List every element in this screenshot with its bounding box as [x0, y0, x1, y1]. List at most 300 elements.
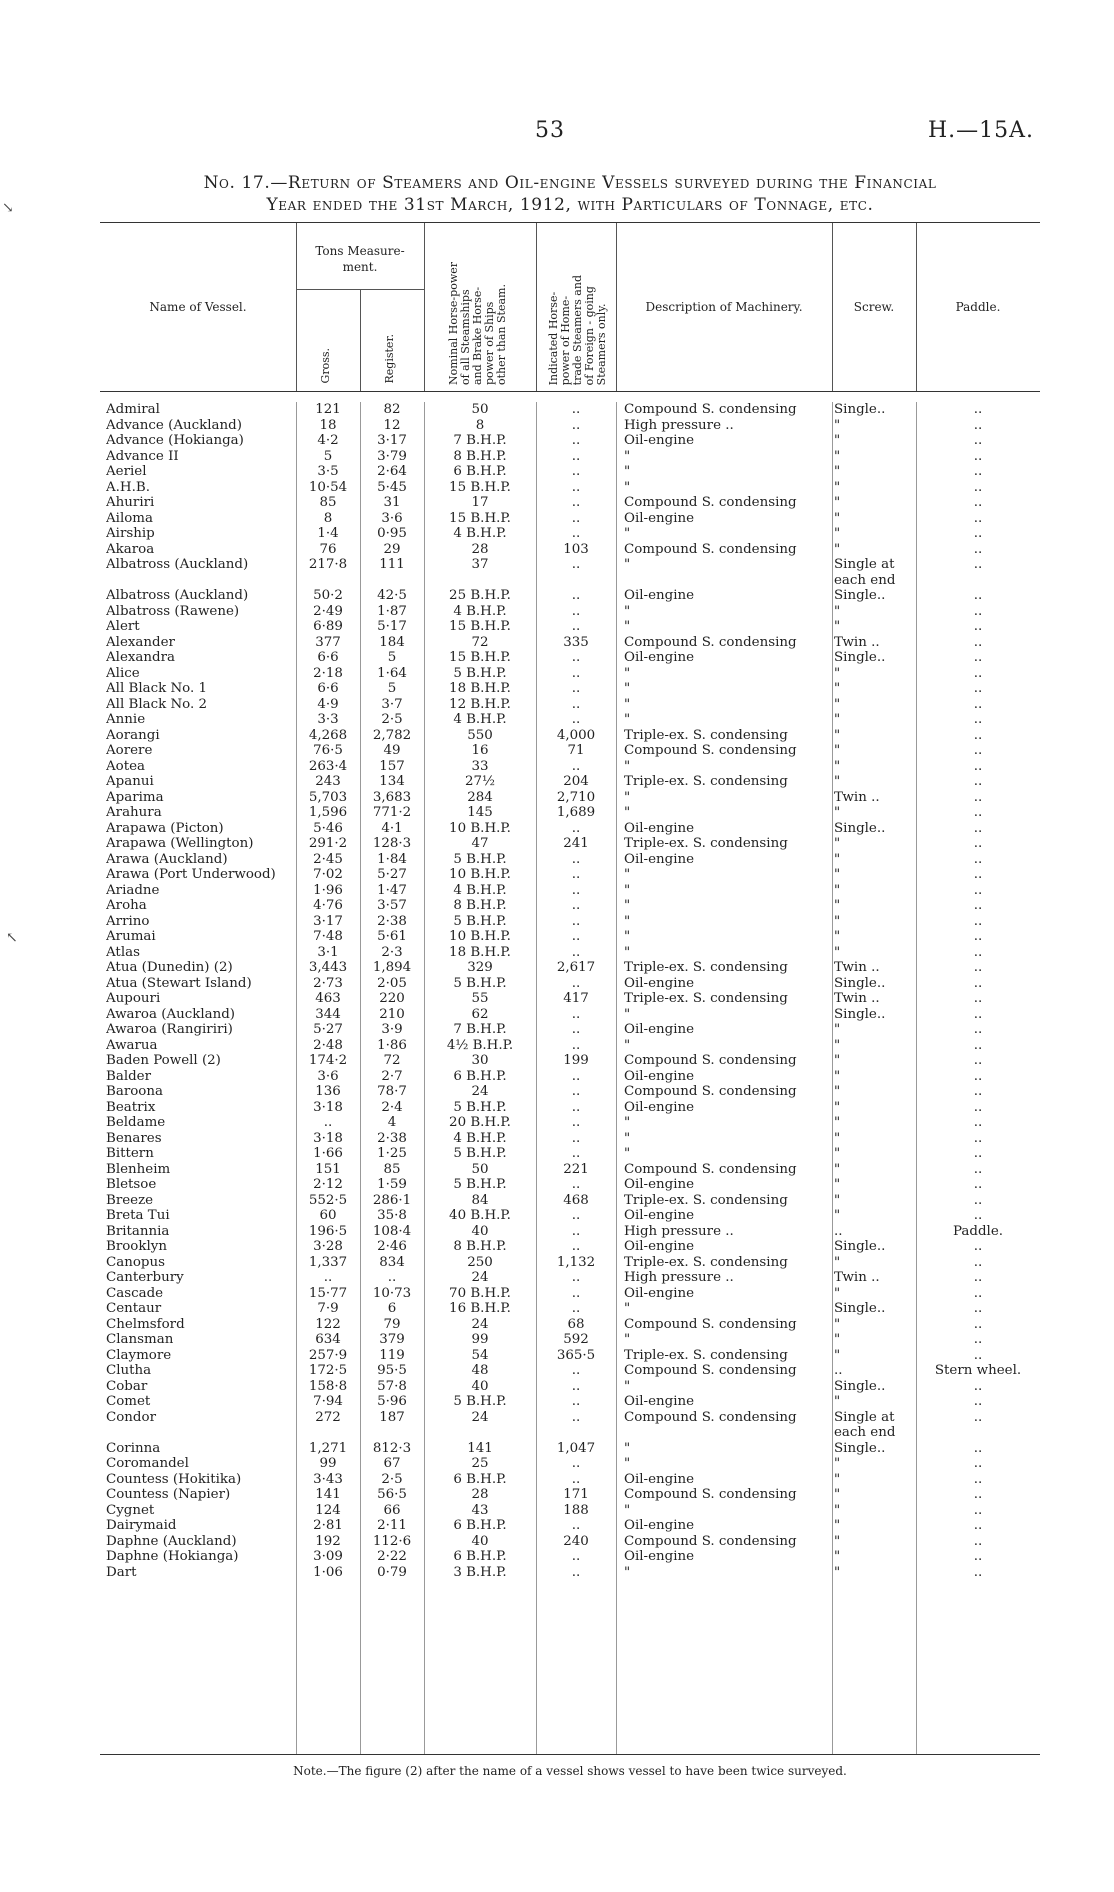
- paddle-type: ..: [973, 1053, 983, 1068]
- machinery-description: ": [624, 603, 631, 619]
- indicated-horse-power: 1,047: [556, 1440, 596, 1456]
- screw-type: ": [834, 1502, 841, 1518]
- register-tons: 5·96: [377, 1394, 407, 1409]
- nominal-horse-power: 10 B.H.P.: [449, 867, 511, 882]
- gross-tons: 3·3: [317, 712, 339, 727]
- paddle-type: ..: [973, 774, 983, 789]
- indicated-horse-power: ..: [571, 944, 581, 960]
- vessel-name: Cobar: [106, 1378, 148, 1394]
- nominal-horse-power: 5 B.H.P.: [453, 975, 507, 991]
- screw-type: Twin ..: [834, 789, 880, 805]
- vessel-name: Claymore: [106, 1347, 172, 1363]
- table-row: [100, 976, 1040, 992]
- nominal-horse-power: 27½: [464, 774, 496, 789]
- machinery-description: Oil-engine: [624, 1285, 695, 1301]
- paddle-type: ..: [973, 882, 983, 898]
- table-row: [100, 402, 1040, 418]
- screw-type: ": [834, 1347, 841, 1363]
- nominal-horse-power: 28: [471, 1487, 489, 1502]
- vessel-name: Arrino: [106, 913, 150, 929]
- register-tons: 49: [383, 743, 401, 758]
- gross-tons: 4·76: [313, 898, 343, 913]
- header-nominal-hp-text: Nominal Horse-power of all Steamships and Brake Horse- power of Ships other than Steam.: [447, 261, 508, 385]
- table-row: [100, 681, 1040, 697]
- register-tons: 31: [383, 495, 401, 510]
- vessel-name: Arumai: [106, 929, 156, 944]
- machinery-description: ": [624, 882, 631, 898]
- table-row: [100, 1177, 1040, 1193]
- table-row: [100, 635, 1040, 651]
- nominal-horse-power: 40 B.H.P.: [449, 1208, 511, 1223]
- indicated-horse-power: ..: [571, 588, 581, 603]
- screw-type: ": [834, 1332, 841, 1347]
- machinery-description: Compound S. condensing: [624, 1161, 797, 1177]
- nominal-horse-power: 4 B.H.P.: [453, 1130, 507, 1146]
- table-row: [100, 1549, 1040, 1565]
- indicated-horse-power: ..: [571, 433, 581, 448]
- screw-type: ": [834, 898, 841, 913]
- nominal-horse-power: 6 B.H.P.: [453, 1549, 507, 1564]
- table-row: [100, 836, 1040, 852]
- vessel-name: Awaroa (Auckland): [106, 1006, 236, 1022]
- gross-tons: 7·48: [313, 929, 343, 944]
- machinery-description: Compound S. condensing: [624, 1487, 797, 1502]
- register-tons: 2·38: [377, 1130, 407, 1146]
- paddle-type: ..: [973, 1564, 983, 1580]
- gross-tons: 5,703: [308, 789, 348, 805]
- vessel-name: Airship: [106, 526, 155, 541]
- gross-tons: 192: [315, 1533, 341, 1549]
- gross-tons: 634: [315, 1332, 341, 1347]
- gross-tons: 6·6: [317, 681, 339, 696]
- table-row: [100, 1286, 1040, 1302]
- nominal-horse-power: 28: [471, 541, 489, 557]
- paddle-type: ..: [973, 464, 983, 479]
- register-tons: 1·59: [377, 1177, 407, 1192]
- nominal-horse-power: 62: [471, 1006, 489, 1022]
- screw-type: Single..: [834, 1239, 886, 1254]
- indicated-horse-power: ..: [571, 495, 581, 510]
- gross-tons: 217·8: [308, 557, 348, 572]
- screw-type: ": [834, 851, 841, 867]
- gross-tons: 3·18: [313, 1130, 343, 1146]
- gross-tons: 3·17: [313, 913, 343, 929]
- footer-rule: [100, 1754, 1040, 1755]
- table-row: [100, 1239, 1040, 1255]
- machinery-description: ": [624, 665, 631, 681]
- gross-tons: 4,268: [308, 727, 348, 743]
- header-tons-label: Tons Measure- ment.: [315, 244, 405, 274]
- table-row: [100, 728, 1040, 744]
- nominal-horse-power: 6 B.H.P.: [453, 1518, 507, 1533]
- indicated-horse-power: ..: [571, 1099, 581, 1115]
- indicated-horse-power: ..: [571, 619, 581, 634]
- vessel-name: Cygnet: [106, 1502, 155, 1518]
- register-tons: 220: [379, 991, 405, 1006]
- register-tons: ..: [387, 1270, 397, 1285]
- register-tons: 85: [383, 1161, 401, 1177]
- nominal-horse-power: 10 B.H.P.: [449, 929, 511, 944]
- register-tons: 56·5: [377, 1487, 407, 1502]
- indicated-horse-power: 204: [563, 774, 589, 789]
- paddle-type: ..: [973, 1533, 983, 1549]
- nominal-horse-power: 145: [467, 805, 493, 820]
- indicated-horse-power: ..: [571, 448, 581, 464]
- register-tons: 3·57: [377, 898, 407, 913]
- paddle-type: ..: [973, 433, 983, 448]
- indicated-horse-power: ..: [571, 526, 581, 541]
- register-tons: 82: [383, 402, 401, 417]
- paddle-type: ..: [973, 1022, 983, 1037]
- nominal-horse-power: 18 B.H.P.: [449, 944, 511, 960]
- paddle-type: ..: [973, 603, 983, 619]
- register-tons: 12: [383, 417, 401, 433]
- vessel-name: Atlas: [106, 944, 140, 960]
- indicated-horse-power: 171: [563, 1487, 589, 1502]
- gross-tons: 10·54: [308, 479, 348, 495]
- table-row: [100, 712, 1040, 728]
- machinery-description: Oil-engine: [624, 1394, 695, 1409]
- machinery-description: Oil-engine: [624, 1471, 695, 1487]
- indicated-horse-power: ..: [571, 1549, 581, 1564]
- table-row: [100, 790, 1040, 806]
- indicated-horse-power: ..: [571, 1022, 581, 1037]
- paddle-type: ..: [973, 526, 983, 541]
- register-tons: 286·1: [372, 1192, 412, 1208]
- gross-tons: 18: [319, 417, 337, 433]
- register-tons: 111: [379, 557, 405, 572]
- indicated-horse-power: ..: [571, 1378, 581, 1394]
- register-tons: 10·73: [372, 1285, 412, 1301]
- indicated-horse-power: 241: [563, 836, 589, 851]
- vessel-name: Balder: [106, 1068, 152, 1084]
- paddle-type: ..: [973, 1037, 983, 1053]
- vessel-name: Baroona: [106, 1084, 163, 1099]
- paddle-type: ..: [973, 712, 983, 727]
- gross-tons: 85: [319, 495, 337, 510]
- indicated-horse-power: ..: [571, 758, 581, 774]
- indicated-horse-power: ..: [571, 851, 581, 867]
- table-row: [100, 1255, 1040, 1271]
- table-row: [100, 1022, 1040, 1038]
- register-tons: 1·84: [377, 851, 407, 867]
- vessel-name: Alexandra: [106, 650, 175, 665]
- screw-type: Twin ..: [834, 960, 880, 975]
- register-tons: 2·4: [381, 1099, 403, 1115]
- nominal-horse-power: 40: [471, 1223, 489, 1239]
- indicated-horse-power: 188: [563, 1502, 589, 1518]
- screw-type: Twin ..: [834, 991, 880, 1006]
- vessel-name: Aupouri: [106, 991, 161, 1006]
- table-row: [100, 1394, 1040, 1410]
- gross-tons: 2·81: [313, 1518, 343, 1533]
- indicated-horse-power: 468: [563, 1192, 589, 1208]
- title-line-2: Year ended the 31st March, 1912, with Particulars of Tonnage, etc.: [266, 195, 874, 215]
- register-tons: 57·8: [377, 1378, 407, 1394]
- screw-type: ": [834, 433, 841, 448]
- gross-tons: 552·5: [308, 1192, 348, 1208]
- table-row: [100, 1456, 1040, 1472]
- gross-tons: 257·9: [308, 1347, 348, 1363]
- register-tons: 67: [383, 1456, 401, 1471]
- paddle-type: ..: [973, 588, 983, 603]
- table-row: [100, 1348, 1040, 1364]
- gross-tons: 2·48: [313, 1037, 343, 1053]
- screw-type: ": [834, 417, 841, 433]
- table-row: [100, 480, 1040, 496]
- nominal-horse-power: 99: [471, 1332, 489, 1347]
- gross-tons: 158·8: [308, 1378, 348, 1394]
- table-row: [100, 666, 1040, 682]
- header-description: Description of Machinery.: [645, 300, 803, 314]
- table-row: [100, 1038, 1040, 1054]
- machinery-description: Oil-engine: [624, 1068, 695, 1084]
- vessel-name: Britannia: [106, 1223, 170, 1239]
- indicated-horse-power: ..: [571, 650, 581, 665]
- table-row: [100, 542, 1040, 558]
- header-divider: [360, 289, 361, 391]
- screw-type: ": [834, 1316, 841, 1332]
- indicated-horse-power: ..: [571, 1239, 581, 1254]
- vessel-name: Canopus: [106, 1254, 165, 1270]
- machinery-description: Oil-engine: [624, 1022, 695, 1037]
- paddle-type: ..: [973, 495, 983, 510]
- gross-tons: 344: [315, 1006, 341, 1022]
- gross-tons: 8: [323, 510, 333, 526]
- screw-type: ": [834, 1037, 841, 1053]
- nominal-horse-power: 72: [471, 634, 489, 650]
- indicated-horse-power: 1,689: [556, 805, 596, 820]
- table-row: [100, 588, 1040, 604]
- machinery-description: Compound S. condensing: [624, 402, 797, 417]
- register-tons: 1·47: [377, 882, 407, 898]
- indicated-horse-power: ..: [571, 913, 581, 929]
- table-row: [100, 883, 1040, 899]
- vessel-name: Advance (Auckland): [106, 417, 242, 433]
- nominal-horse-power: 6 B.H.P.: [453, 1068, 507, 1084]
- screw-type: ..: [834, 1223, 843, 1239]
- gross-tons: 3·18: [313, 1099, 343, 1115]
- gross-tons: 1,596: [308, 805, 348, 820]
- vessel-name: Arapawa (Wellington): [106, 836, 254, 851]
- vessel-name: Aparima: [106, 789, 164, 805]
- machinery-description: Triple-ex. S. condensing: [624, 1254, 788, 1270]
- register-tons: 119: [379, 1347, 405, 1363]
- screw-type: ": [834, 1533, 841, 1549]
- gross-tons: 174·2: [308, 1053, 348, 1068]
- indicated-horse-power: 68: [567, 1316, 585, 1332]
- screw-type: ": [834, 1456, 841, 1471]
- gross-tons: 196·5: [308, 1223, 348, 1239]
- gross-tons: 151: [315, 1161, 341, 1177]
- nominal-horse-power: 50: [471, 1161, 489, 1177]
- paddle-type: ..: [973, 944, 983, 960]
- paddle-type: ..: [973, 1471, 983, 1487]
- gross-tons: 3·43: [313, 1471, 343, 1487]
- table-row: [100, 1518, 1040, 1534]
- header-register: Register.: [383, 333, 396, 383]
- table-row: [100, 697, 1040, 713]
- machinery-description: ": [624, 712, 631, 727]
- header-gross: Gross.: [319, 347, 332, 383]
- register-tons: 3,683: [372, 789, 412, 805]
- vessel-name: Aorangi: [106, 727, 160, 743]
- machinery-description: Compound S. condensing: [624, 743, 797, 758]
- screw-type: ": [834, 665, 841, 681]
- table-row: [100, 805, 1040, 821]
- vessel-name: Beatrix: [106, 1099, 156, 1115]
- gross-tons: 172·5: [308, 1363, 348, 1378]
- vessel-name: Alert: [106, 619, 140, 634]
- table-row: [100, 852, 1040, 868]
- gross-tons: 6·6: [317, 650, 339, 665]
- nominal-horse-power: 8: [475, 417, 485, 433]
- vessel-name: Alexander: [106, 634, 175, 650]
- table-row: [100, 604, 1040, 620]
- register-tons: 4·1: [381, 820, 403, 836]
- nominal-horse-power: 5 B.H.P.: [453, 913, 507, 929]
- screw-type: ": [834, 1518, 841, 1533]
- register-tons: 3·9: [381, 1022, 403, 1037]
- paddle-type: ..: [973, 975, 983, 991]
- paddle-type: ..: [973, 1518, 983, 1533]
- screw-type: ": [834, 867, 841, 882]
- gross-tons: 121: [315, 402, 341, 417]
- vessel-name: Daphne (Hokianga): [106, 1549, 239, 1564]
- screw-type: ": [834, 758, 841, 774]
- gross-tons: 3·09: [313, 1549, 343, 1564]
- table-row: [100, 557, 1040, 588]
- nominal-horse-power: 43: [471, 1502, 489, 1518]
- screw-type: Single..: [834, 820, 886, 836]
- register-tons: 1·87: [377, 603, 407, 619]
- paddle-type: ..: [973, 743, 983, 758]
- indicated-horse-power: 2,617: [556, 960, 596, 975]
- paddle-type: ..: [973, 836, 983, 851]
- register-tons: 2·46: [377, 1239, 407, 1254]
- screw-type: ": [834, 913, 841, 929]
- nominal-horse-power: 4 B.H.P.: [453, 882, 507, 898]
- machinery-description: Oil-engine: [624, 433, 695, 448]
- gross-tons: 2·12: [313, 1177, 343, 1192]
- screw-type: ": [834, 805, 841, 820]
- nominal-horse-power: 30: [471, 1053, 489, 1068]
- indicated-horse-power: ..: [571, 1006, 581, 1022]
- paddle-type: ..: [973, 1440, 983, 1456]
- table-row: [100, 526, 1040, 542]
- register-tons: 0·79: [377, 1564, 407, 1580]
- machinery-description: ": [624, 1006, 631, 1022]
- vessel-name: Atua (Dunedin) (2): [106, 960, 233, 975]
- machinery-description: ": [624, 1037, 631, 1053]
- screw-type: ": [834, 495, 841, 510]
- screw-type: ": [834, 1487, 841, 1502]
- table-row: [100, 1146, 1040, 1162]
- screw-type: ": [834, 1146, 841, 1161]
- gross-tons: 7·9: [317, 1301, 339, 1316]
- paddle-type: ..: [973, 1161, 983, 1177]
- nominal-horse-power: 24: [471, 1084, 489, 1099]
- screw-type: ": [834, 603, 841, 619]
- register-tons: 3·17: [377, 433, 407, 448]
- vessel-name: Countess (Hokitika): [106, 1471, 242, 1487]
- paddle-type: ..: [973, 1301, 983, 1316]
- table-row: [100, 1100, 1040, 1116]
- indicated-horse-power: ..: [571, 1084, 581, 1099]
- vessel-name: Canterbury: [106, 1270, 184, 1285]
- table-row: [100, 1270, 1040, 1286]
- nominal-horse-power: 5 B.H.P.: [453, 665, 507, 681]
- paddle-type: ..: [973, 1084, 983, 1099]
- paddle-type: ..: [973, 991, 983, 1006]
- vessel-name: Advance (Hokianga): [106, 433, 244, 448]
- paddle-type: ..: [973, 681, 983, 696]
- nominal-horse-power: 7 B.H.P.: [453, 433, 507, 448]
- machinery-description: ": [624, 898, 631, 913]
- screw-type: ": [834, 836, 841, 851]
- vessel-name: Brooklyn: [106, 1239, 167, 1254]
- machinery-description: ": [624, 758, 631, 774]
- vessel-name: Dairymaid: [106, 1518, 177, 1533]
- screw-type: ": [834, 510, 841, 526]
- gross-tons: 3·1: [317, 944, 339, 960]
- table-row: [100, 1487, 1040, 1503]
- header-indicated-hp-text: Indicated Horse- power of Home- trade Steamers and of Foreign - going Steamers only.: [547, 274, 608, 385]
- register-tons: 834: [379, 1254, 405, 1270]
- vessel-name: Ailoma: [106, 510, 153, 526]
- register-tons: 2·3: [381, 944, 403, 960]
- margin-mark-side: ↖: [6, 930, 18, 946]
- table-row: [100, 1193, 1040, 1209]
- machinery-description: High pressure ..: [624, 1270, 734, 1285]
- nominal-horse-power: 40: [471, 1533, 489, 1549]
- nominal-horse-power: 550: [467, 727, 493, 743]
- vessel-name: Clutha: [106, 1363, 152, 1378]
- table-row: [100, 1224, 1040, 1240]
- table-row: [100, 1053, 1040, 1069]
- nominal-horse-power: 6 B.H.P.: [453, 464, 507, 479]
- machinery-description: High pressure ..: [624, 1223, 734, 1239]
- nominal-horse-power: 4 B.H.P.: [453, 712, 507, 727]
- screw-type: ": [834, 1099, 841, 1115]
- nominal-horse-power: 141: [467, 1440, 493, 1456]
- screw-type: ": [834, 1115, 841, 1130]
- nominal-horse-power: 24: [471, 1409, 489, 1425]
- screw-type: ": [834, 1084, 841, 1099]
- paddle-type: ..: [973, 805, 983, 820]
- machinery-description: ": [624, 464, 631, 479]
- paddle-type: ..: [973, 1068, 983, 1084]
- register-tons: 1·64: [377, 665, 407, 681]
- indicated-horse-power: 417: [563, 991, 589, 1006]
- register-tons: 42·5: [377, 588, 407, 603]
- paddle-type: ..: [973, 650, 983, 665]
- nominal-horse-power: 8 B.H.P.: [453, 1239, 507, 1254]
- screw-type: Single..: [834, 1006, 886, 1022]
- gross-tons: 136: [315, 1084, 341, 1099]
- screw-type: ": [834, 479, 841, 495]
- register-tons: 1·25: [377, 1146, 407, 1161]
- gross-tons: 5·27: [313, 1022, 343, 1037]
- gross-tons: 1,337: [308, 1254, 348, 1270]
- machinery-description: Triple-ex. S. condensing: [624, 960, 788, 975]
- machinery-description: ": [624, 913, 631, 929]
- paddle-type: ..: [973, 541, 983, 557]
- table-row: [100, 495, 1040, 511]
- screw-type: ": [834, 526, 841, 541]
- screw-type: ": [834, 681, 841, 696]
- gross-tons: 2·18: [313, 665, 343, 681]
